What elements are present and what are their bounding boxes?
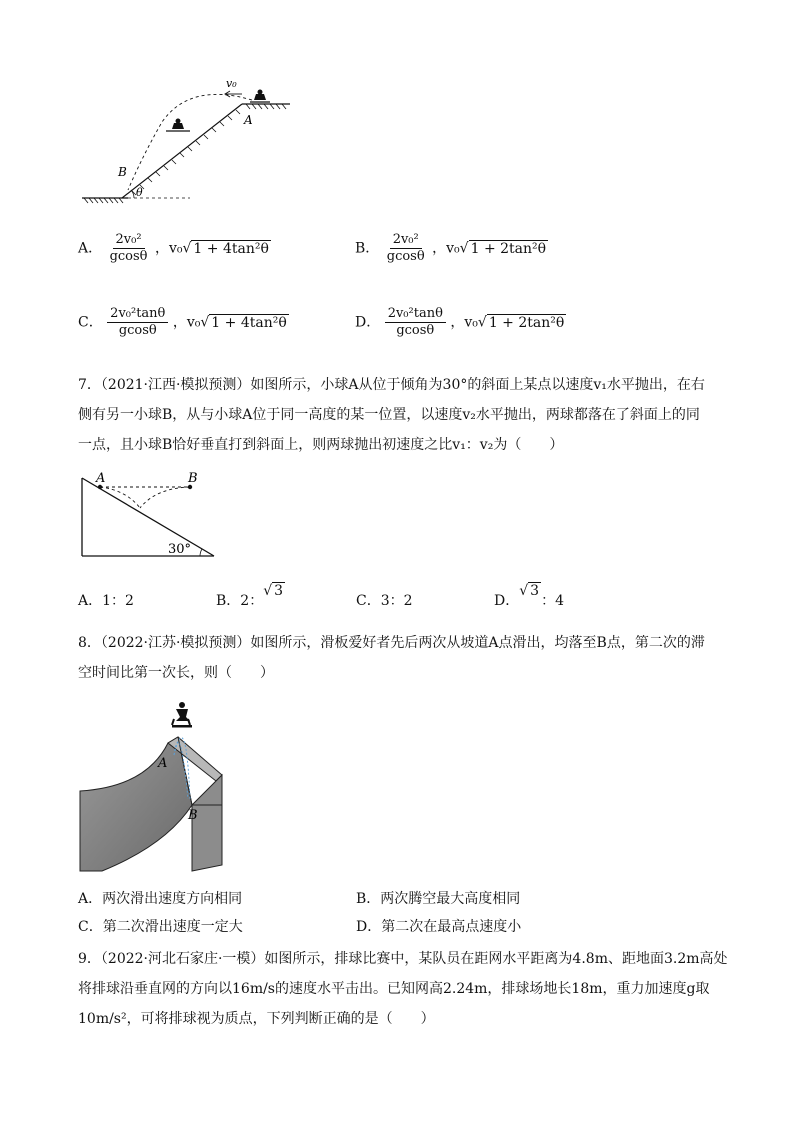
q7-option-a[interactable] <box>78 590 134 612</box>
q6-option-b-tail: ，v₀ <box>432 240 460 257</box>
q6-label-b: B <box>118 165 127 179</box>
q7-label-angle: 30° <box>168 542 192 557</box>
q6-option-a-tail: ，v₀ <box>154 240 183 257</box>
q6-option-a-letter: A． <box>78 240 103 257</box>
q8-option-d-letter: D． <box>356 919 382 935</box>
q7-label-a: A <box>96 471 106 486</box>
q8-line-1: 8．（2022·江苏·模拟预测）如图所示，滑板爱好者先后两次从坡道A点滑出，均落至B点，第二次的滞 <box>78 635 705 651</box>
q7-figure <box>72 468 222 562</box>
q6-option-d-tail: ，v₀ <box>450 314 478 331</box>
q6-option-c-letter: C． <box>78 314 103 331</box>
q6-option-c-rad: 1 + 4tan²θ <box>211 314 287 331</box>
q7-line-2: 侧有另一小球B，从与小球A位于同一高度的某一位置，以速度v₂水平抛出，两球都落在了斜面上的同 <box>78 407 700 423</box>
q6-option-c-den: gcosθ <box>118 323 157 338</box>
q6-label-v0: v₀ <box>226 77 237 90</box>
q7-option-d[interactable]: D．√ 3：4 <box>494 583 564 609</box>
q6-option-b-rad: 1 + 2tan²θ <box>470 240 547 257</box>
q6-option-d[interactable]: D． $\frac{\text{2v₀²tanθ}}{gcos\theta}$ ，v₀√ 1 + 2tan²θ <box>355 306 565 338</box>
q6-label-theta: θ <box>136 186 143 199</box>
q8-option-b[interactable] <box>356 888 520 910</box>
q7-option-c[interactable] <box>356 590 413 612</box>
q7-option-b-root: 3 <box>274 583 284 599</box>
q6-option-d-num: 2v₀²tanθ <box>385 306 446 323</box>
q7-stem <box>78 370 738 460</box>
q6-option-b-letter: B． <box>355 240 380 257</box>
q8-option-c[interactable] <box>78 916 243 938</box>
q8-option-a-text: 两次滑出速度方向相同 <box>102 891 243 907</box>
q8-option-b-letter: B． <box>356 891 381 907</box>
q8-line-2: 空时间比第一次长，则（ ） <box>78 665 274 681</box>
q7-option-a-text: 1：2 <box>102 593 134 609</box>
q7-option-a-letter: A． <box>78 593 103 609</box>
q8-option-d[interactable] <box>356 916 521 938</box>
q7-label-b: B <box>188 471 198 486</box>
q7-option-c-letter: C． <box>356 593 381 609</box>
q6-label-a: A <box>244 113 253 127</box>
q7-option-c-text: 3：2 <box>380 593 413 609</box>
q6-option-c-num: 2v₀²tanθ <box>107 306 168 323</box>
q8-option-d-text: 第二次在最高点速度小 <box>381 919 522 935</box>
q8-option-c-text: 第二次滑出速度一定大 <box>102 919 243 935</box>
q8-option-b-text: 两次腾空最大高度相同 <box>380 891 521 907</box>
q6-figure <box>70 72 300 212</box>
q6-option-a-rad: 1 + 4tan²θ <box>193 240 269 257</box>
q7-option-b-text: 2： <box>240 593 264 609</box>
q7-option-d-text: ：4 <box>541 593 564 609</box>
q8-stem <box>78 628 738 688</box>
q6-option-d-letter: D． <box>355 314 381 331</box>
q6-option-b[interactable]: B． $\frac{\text{2v₀²}}{gcos\theta}$ ，v₀√ 1 + 2tan²θ <box>355 232 547 264</box>
q9-line-1: 9．（2022·河北石家庄·一模）如图所示，排球比赛中，某队员在距网水平距离为4.8m、距地面3.2m高处 <box>78 951 728 967</box>
q7-option-d-root: 3 <box>530 583 540 599</box>
q8-option-c-letter: C． <box>78 919 103 935</box>
q7-option-b[interactable]: B．2：√ 3 <box>216 583 284 609</box>
q7-line-3: 一点，且小球B恰好垂直打到斜面上，则两球抛出初速度之比v₁：v₂为（ ） <box>78 437 564 453</box>
q9-line-3: 10m/s²，可将排球视为质点，下列判断正确的是（ ） <box>78 1011 435 1027</box>
q9-line-2: 将排球沿垂直网的方向以16m/s的速度水平击出。已知网高2.24m，排球场地长18m，重力加速度g取 <box>78 981 710 997</box>
q9-stem <box>78 944 738 1034</box>
q8-label-b: B <box>188 808 198 823</box>
q6-option-a[interactable]: A． $\frac{\text{2v₀²}}{gcos\theta}$ ，v₀√ 1 + 4tan²θ <box>78 232 269 264</box>
q8-figure <box>76 695 246 875</box>
q8-option-a[interactable] <box>78 888 242 910</box>
q6-option-d-den: gcosθ <box>396 323 435 338</box>
q7-option-b-letter: B． <box>216 593 241 609</box>
q6-option-c[interactable]: C． $\frac{\text{2v₀²tanθ}}{gcos\theta}$ ，v₀√ 1 + 4tan²θ <box>78 306 287 338</box>
q6-option-b-den: gcosθ <box>386 249 425 264</box>
q6-option-b-num: 2v₀² <box>390 232 422 249</box>
q6-option-a-den: gcosθ <box>109 249 148 264</box>
q8-option-a-letter: A． <box>78 891 103 907</box>
q8-label-a: A <box>158 756 168 771</box>
q6-option-d-rad: 1 + 2tan²θ <box>488 314 565 331</box>
q6-option-c-tail: ，v₀ <box>172 314 201 331</box>
q6-option-a-num: 2v₀² <box>113 232 145 249</box>
q7-option-d-letter: D． <box>494 593 520 609</box>
q7-line-1: 7．（2021·江西·模拟预测）如图所示，小球A从位于倾角为30°的斜面上某点以速度v₁水平抛出，在右 <box>78 377 705 393</box>
